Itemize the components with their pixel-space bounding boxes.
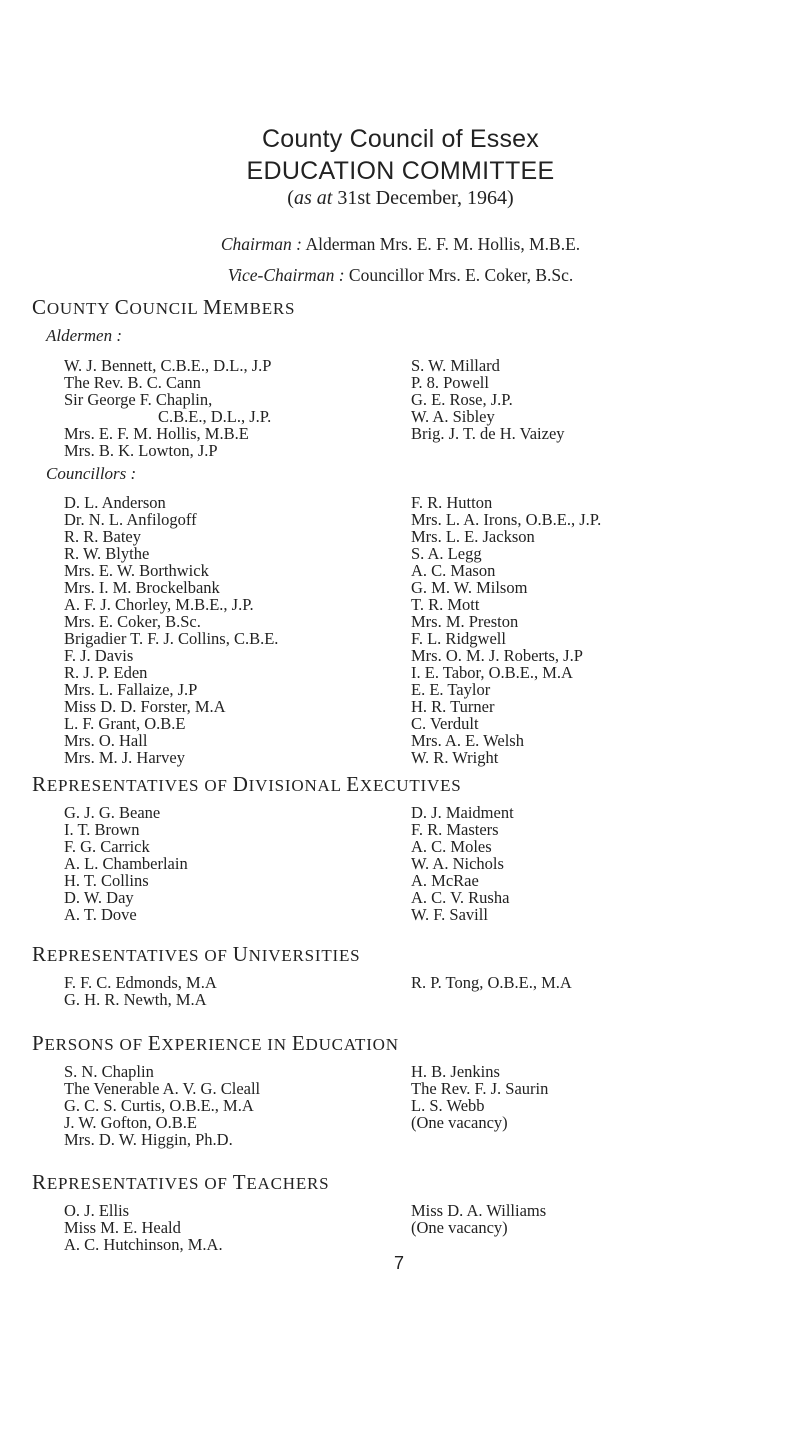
- list-item: G. H. R. Newth, M.A: [64, 990, 207, 1009]
- list-item: Mrs. L. A. Irons, O.B.E., J.P.: [411, 510, 602, 529]
- list-item: R. W. Blythe: [64, 544, 150, 563]
- list-item: H. T. Collins: [64, 871, 149, 890]
- list-item: L. F. Grant, O.B.E: [64, 714, 186, 733]
- list-item: Mrs. E. F. M. Hollis, M.B.E: [64, 424, 249, 443]
- list-item: The Venerable A. V. G. Cleall: [64, 1079, 261, 1098]
- list-item: G. M. W. Milsom: [411, 578, 528, 597]
- list-item: T. R. Mott: [411, 595, 480, 614]
- list-item: S. A. Legg: [411, 544, 482, 563]
- list-item: Mrs. O. Hall: [64, 731, 148, 750]
- divisional-list-left: [64, 804, 188, 923]
- aldermen-list-right: [411, 357, 565, 442]
- list-item: F. G. Carrick: [64, 837, 150, 856]
- list-item: D. L. Anderson: [64, 493, 166, 512]
- list-item: Mrs. M. Preston: [411, 612, 519, 631]
- list-item: R. P. Tong, O.B.E., M.A: [411, 973, 572, 992]
- list-item: Mrs. D. W. Higgin, Ph.D.: [64, 1130, 233, 1149]
- committee-title: EDUCATION COMMITTEE: [246, 157, 555, 185]
- list-item: F. R. Masters: [411, 820, 499, 839]
- list-item: W. F. Savill: [411, 905, 488, 924]
- list-item: C. Verdult: [411, 714, 479, 733]
- experience-list-left: [64, 1063, 260, 1148]
- list-item: H. R. Turner: [411, 697, 495, 716]
- list-item: F. F. C. Edmonds, M.A: [64, 973, 217, 992]
- councillors-list-left: [64, 494, 278, 766]
- page-number: 7: [394, 1253, 405, 1273]
- list-item: Mrs. M. J. Harvey: [64, 748, 185, 767]
- vice-chairman-line: Vice-Chairman : Councillor Mrs. E. Coker, B.Sc.: [227, 265, 574, 285]
- teachers-list-right: [411, 1202, 546, 1236]
- date-line: (as at 31st December, 1964): [287, 187, 514, 209]
- list-item: Miss D. D. Forster, M.A: [64, 697, 226, 716]
- aldermen-list-left: [64, 357, 271, 459]
- list-item: J. W. Gofton, O.B.E: [64, 1113, 197, 1132]
- aldermen-label: Aldermen :: [46, 326, 123, 345]
- teachers-heading: REPRESENTATIVES OF TEACHERS: [32, 1170, 330, 1194]
- list-item: H. B. Jenkins: [411, 1062, 500, 1081]
- universities-heading: REPRESENTATIVES OF UNIVERSITIES: [32, 942, 361, 966]
- county-members-heading: COUNTY COUNCIL MEMBERS: [32, 295, 296, 319]
- list-item: Mrs. L. E. Jackson: [411, 527, 535, 546]
- list-item: D. J. Maidment: [411, 803, 514, 822]
- list-item: Miss M. E. Heald: [64, 1218, 181, 1237]
- experience-list-right: [411, 1063, 548, 1131]
- list-item: F. J. Davis: [64, 646, 134, 665]
- list-item: O. J. Ellis: [64, 1201, 130, 1220]
- list-item: C.B.E., D.L., J.P.: [158, 407, 272, 426]
- list-item: Mrs. E. W. Borthwick: [64, 561, 209, 580]
- list-item: I. T. Brown: [64, 820, 140, 839]
- list-item: W. R. Wright: [411, 748, 499, 767]
- teachers-list-left: [64, 1202, 223, 1253]
- chairman-line: Chairman : Alderman Mrs. E. F. M. Hollis, M.B.E.: [220, 234, 581, 254]
- experience-heading: PERSONS OF EXPERIENCE IN EDUCATION: [32, 1031, 399, 1055]
- list-item: W. J. Bennett, C.B.E., D.L., J.P: [64, 356, 272, 375]
- universities-list-right: [411, 974, 572, 991]
- divisional-heading: REPRESENTATIVES OF DIVISIONAL EXECUTIVES: [32, 772, 462, 796]
- list-item: The Rev. F. J. Saurin: [411, 1079, 549, 1098]
- list-item: Brig. J. T. de H. Vaizey: [411, 424, 565, 443]
- list-item: W. A. Sibley: [411, 407, 495, 426]
- list-item: (One vacancy): [411, 1113, 508, 1132]
- list-item: G. J. G. Beane: [64, 803, 161, 822]
- list-item: G. E. Rose, J.P.: [411, 390, 513, 409]
- list-item: I. E. Tabor, O.B.E., M.A: [411, 663, 573, 682]
- list-item: P. 8. Powell: [411, 373, 489, 392]
- list-item: A. L. Chamberlain: [64, 854, 188, 873]
- list-item: Mrs. O. M. J. Roberts, J.P: [411, 646, 583, 665]
- list-item: Dr. N. L. Anfilogoff: [64, 510, 197, 529]
- list-item: G. C. S. Curtis, O.B.E., M.A: [64, 1096, 254, 1115]
- list-item: E. E. Taylor: [411, 680, 491, 699]
- council-title: County Council of Essex: [262, 125, 539, 153]
- list-item: S. W. Millard: [411, 356, 500, 375]
- list-item: Mrs. L. Fallaize, J.P: [64, 680, 198, 699]
- list-item: A. McRae: [411, 871, 479, 890]
- list-item: A. C. V. Rusha: [411, 888, 510, 907]
- list-item: Mrs. I. M. Brockelbank: [64, 578, 220, 597]
- list-item: W. A. Nichols: [411, 854, 504, 873]
- list-item: Sir George F. Chaplin,: [64, 390, 213, 409]
- list-item: R. J. P. Eden: [64, 663, 148, 682]
- list-item: D. W. Day: [64, 888, 134, 907]
- list-item: Mrs. E. Coker, B.Sc.: [64, 612, 201, 631]
- list-item: S. N. Chaplin: [64, 1062, 154, 1081]
- list-item: A. F. J. Chorley, M.B.E., J.P.: [64, 595, 254, 614]
- list-item: Mrs. A. E. Welsh: [411, 731, 524, 750]
- list-item: The Rev. B. C. Cann: [64, 373, 201, 392]
- list-item: Miss D. A. Williams: [411, 1201, 547, 1220]
- list-item: (One vacancy): [411, 1218, 508, 1237]
- list-item: F. L. Ridgwell: [411, 629, 506, 648]
- councillors-list-right: [411, 494, 601, 766]
- list-item: F. R. Hutton: [411, 493, 493, 512]
- universities-list-left: [64, 974, 217, 1008]
- list-item: R. R. Batey: [64, 527, 141, 546]
- councillors-label: Councillors :: [46, 464, 137, 483]
- divisional-list-right: [411, 804, 514, 923]
- list-item: Mrs. B. K. Lowton, J.P: [64, 441, 218, 460]
- list-item: L. S. Webb: [411, 1096, 485, 1115]
- list-item: Brigadier T. F. J. Collins, C.B.E.: [64, 629, 279, 648]
- list-item: A. C. Hutchinson, M.A.: [64, 1235, 223, 1254]
- list-item: A. C. Moles: [411, 837, 492, 856]
- list-item: A. C. Mason: [411, 561, 496, 580]
- list-item: A. T. Dove: [64, 905, 137, 924]
